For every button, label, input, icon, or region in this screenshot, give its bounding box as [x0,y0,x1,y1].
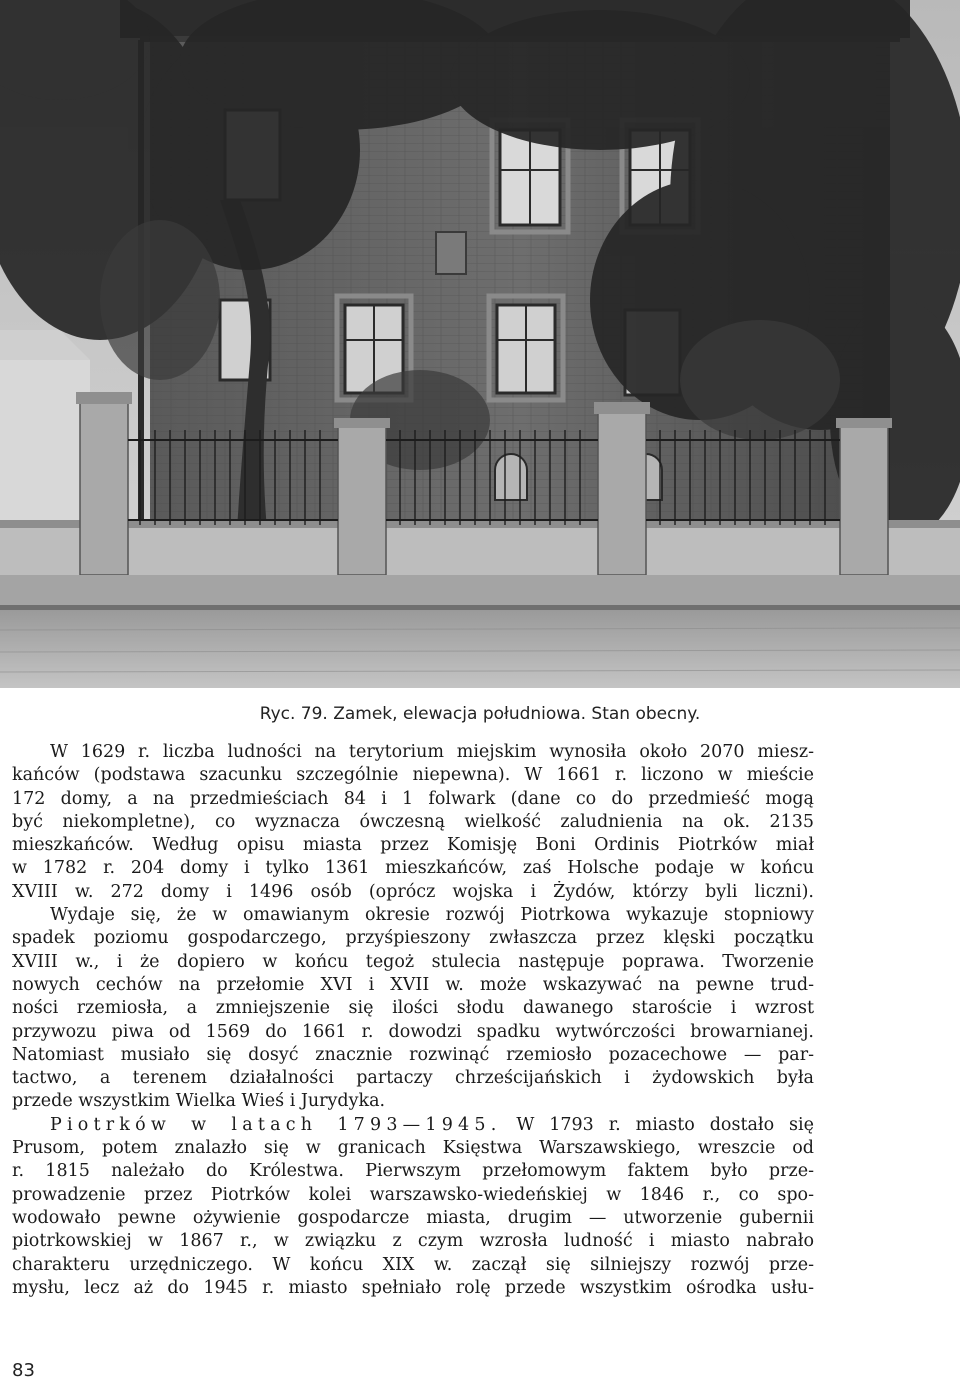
text-line: Wydaje się, że w omawianym okresie rozwój Piotrkowa wykazuje stopniowy [50,905,814,926]
section-heading: Piotrków w latach 1793—1945. [50,1114,502,1135]
text-line: nowych cechów na przełomie XVI i XVII w. może wskazywać na pewne trud- [12,974,814,995]
text-line: 172 domy, a na przedmieściach 84 i 1 folwark (dane co do przedmieść mogą [12,788,814,809]
figure-caption: Ryc. 79. Zamek, elewacja południowa. Stan obecny. [259,704,701,724]
text-line: Prusom, potem znalazło się w granicach Księstwa Warszawskiego, wreszcie od [12,1138,814,1159]
text-line: przede wszystkim Wielka Wieś i Jurydyka. [12,1091,386,1112]
text-line: XVIII w., i że dopiero w końcu tegoż stulecia następuje poprawa. Tworzenie [12,951,814,972]
text-line: ności rzemiosła, a zmniejszenie się ilości słodu dawanego staroście i wzrost [12,998,814,1019]
text-line: XVIII w. 272 domy i 1496 osób (oprócz wojska i Żydów, którzy byli liczni). [12,881,814,902]
text-line: piotrkowskiej w 1867 r., w związku z czym wzrosła ludność i miasto nabrało [12,1231,814,1252]
text-line: r. 1815 należało do Królestwa. Pierwszym przełomowym faktem było prze- [12,1161,814,1182]
section-first-line-rest: W 1793 r. miasto dostało się [501,1114,814,1135]
text-line: Natomiast musiało się dosyć znacznie rozwinąć rzemiosło pozacechowe — par- [12,1044,814,1065]
text-line: wodowało pewne ożywienie gospodarcze miasta, drugim — utworzenie gubernii [12,1207,814,1228]
text-line: spadek poziomu gospodarczego, przyśpieszony zwłaszcza przez klęski początku [12,928,814,949]
text-line: charakteru urzędniczego. W końcu XIX w. zaczął się silniejszy rozwój prze- [12,1254,814,1275]
text-line: przywozu piwa od 1569 do 1661 r. dowodzi spadku wytwórczości browarnianej. [12,1021,814,1042]
text-line: tactwo, a terenem działalności partaczy chrześcijańskich i żydowskich była [12,1068,814,1089]
text-line: w 1782 r. 204 domy i tylko 1361 mieszkańców, zaś Holsche podaje w końcu [12,858,814,879]
text-line: kańców (podstawa szacunku szczególnie niepewna). W 1661 r. liczono w mieście [12,765,814,786]
page-number: 83 [12,1360,35,1381]
body-text [12,741,814,1300]
text-line: mysłu, lecz aż do 1945 r. miasto spełniało rolę przede wszystkim ośrodka usłu- [12,1277,814,1298]
text-line: prowadzenie przez Piotrków kolei warszawsko-wiedeńskiej w 1846 r., co spo- [12,1184,814,1205]
text-line: być niekompletne), co wyznacza ówczesną wielkość zaludnienia na ok. 2135 [12,811,814,832]
castle-photograph [0,0,960,688]
section-first-line [12,1114,814,1137]
text-line: W 1629 r. liczba ludności na terytorium miejskim wynosiła około 2070 miesz- [50,742,814,762]
text-line: mieszkańców. Według opisu miasta przez Komisję Boni Ordinis Piotrków miał [12,835,814,856]
